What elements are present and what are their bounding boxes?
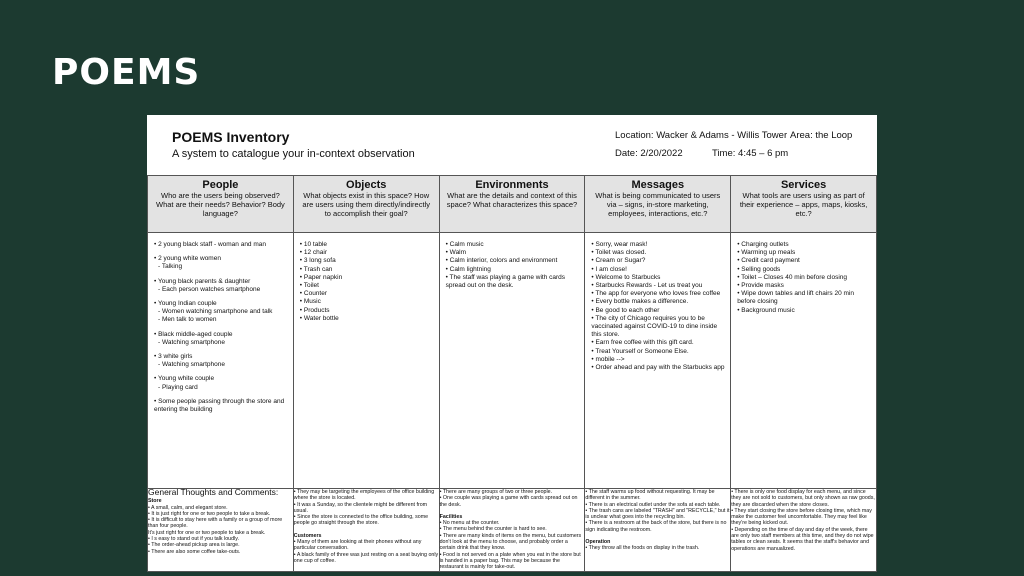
column-description: What are the details and context of this space? What characterizes this space?	[446, 191, 578, 209]
list-item: • Walm	[445, 249, 467, 257]
list-item: • No menu at the counter.	[439, 520, 500, 527]
list-item: • Be good to each other	[591, 306, 660, 314]
list-item: • It was a Sunday, so the clientele might be different from usual.	[293, 501, 428, 514]
comments-list	[294, 489, 439, 564]
comments-cell-4	[585, 489, 731, 572]
list-item: • Depending on the time of day and day of the week, there are only two staff members at this time, and they do not wipe tables or clean seats. It seems that the staff's behavior and operations are manualized.	[731, 526, 874, 552]
messages-list	[585, 233, 730, 372]
poems-document	[147, 115, 877, 571]
list-item: • The menu behind the counter is hard to see.	[439, 526, 547, 533]
list-item: • Order ahead and pay with the Starbucks app	[591, 364, 725, 372]
messages-cell	[585, 233, 731, 489]
list-item: • 2 young white women	[154, 255, 221, 263]
list-item: Customers	[293, 532, 322, 539]
list-item: Facilities	[439, 513, 463, 520]
list-item: • Sorry, wear mask!	[591, 241, 648, 248]
list-item: • Warming up meals	[737, 249, 796, 257]
list-item: • There are many kinds of items on the menu, but customers don't look at the menu to choose, and probably order a certain drink that they know.	[439, 532, 582, 552]
list-item: • There are also some coffee take-outs.	[148, 548, 241, 555]
list-item: • I s easy to stand out if you talk loudly.	[148, 536, 239, 543]
list-item: • Young Indian couple	[154, 300, 217, 308]
list-item: • Credit card payment	[737, 257, 800, 265]
poems-grid	[147, 175, 877, 571]
list-item: • The app for everyone who loves free coffee	[591, 290, 721, 298]
list-item: • Toilet – Closes 40 min before closing	[737, 273, 848, 281]
list-item: • There is only one food display for each menu, and since they are not sold to customers, but only shown as raw goods, they are discarded when the store closes.	[731, 489, 875, 508]
column-description: What is being communicated to users via – signs, in-store marketing, employees, interactions, etc.?	[595, 191, 721, 218]
list-item: • The staff warms up food without requesting. It may be different in the summer.	[585, 489, 715, 502]
column-header-people	[148, 176, 294, 233]
list-item: Store	[148, 498, 162, 505]
list-item: • 3 long sofa	[299, 257, 336, 265]
list-item: • Water bottle	[299, 314, 339, 322]
list-item: • 3 white girls	[154, 353, 193, 361]
list-item: • Products	[299, 306, 330, 314]
document-header	[147, 115, 877, 175]
comments-cell-5	[731, 489, 877, 572]
people-list	[148, 233, 293, 414]
list-item: • Calm lightning	[445, 265, 491, 273]
list-item: • One couple was playing a game with cards spread out on the desk.	[439, 495, 578, 508]
comments-list	[440, 489, 585, 571]
list-item: • A small, calm, and elegant store.	[148, 504, 228, 511]
list-item: - Men talk to women	[158, 316, 217, 324]
list-item: • Food is not served on a plate when you eat in the store but is handed in a paper bag. This may be because the restaurant is mainly for take-out.	[439, 551, 581, 571]
comments-cell-2	[293, 489, 439, 572]
list-item: • There is a restroom at the back of the store, but there is no sign indicating the restroom.	[585, 520, 727, 533]
services-list	[731, 233, 876, 315]
list-item: - Watching smartphone	[158, 338, 225, 346]
observation-row	[148, 233, 877, 489]
list-item: • Calm music	[445, 241, 484, 248]
list-item: - Talking	[158, 263, 183, 271]
list-item: - Each person watches smartphone	[158, 285, 261, 293]
list-item: - Women watching smartphone and talk	[158, 308, 273, 316]
list-item: • Paper napkin	[299, 273, 343, 281]
column-name: Messages	[631, 179, 685, 191]
list-item: • The trash cans are labeled "TRASH" and "RECYCLE," but it is unclear what goes into the recycling bin.	[585, 507, 730, 521]
column-header-objects	[293, 176, 439, 233]
list-item: • 10 table	[299, 241, 328, 248]
comments-cell-1	[148, 489, 294, 572]
list-item: • A black family of three was just resting on a seat buying only one cup of coffee.	[293, 551, 439, 564]
document-title: POEMS Inventory	[172, 129, 290, 145]
objects-list	[294, 233, 439, 323]
people-cell	[148, 233, 294, 489]
column-header-services	[731, 176, 877, 233]
environments-list	[440, 233, 585, 290]
list-item: • Background music	[737, 306, 795, 314]
services-cell	[731, 233, 877, 489]
list-item: • Starbucks Rewards - Let us treat you	[591, 282, 703, 290]
time-field: Time: 4:45 – 6 pm	[712, 148, 789, 159]
list-item: • They throw all the foods on display in the trash.	[585, 545, 700, 552]
slide-title: POEMS	[52, 52, 201, 93]
list-item: • mobile -->	[591, 355, 625, 363]
column-name: Objects	[346, 179, 387, 191]
list-item: • Cream or Sugar?	[591, 257, 646, 265]
column-name: Services	[780, 179, 827, 191]
list-item: • Many of them are looking at their phones without any particular conversation.	[293, 539, 422, 552]
list-item: • Toilet was closed.	[591, 249, 647, 257]
list-item: • There is an electrical outlet under the sofa at each table.	[585, 501, 721, 508]
list-item: • Treat Yourself or Someone Else.	[591, 347, 689, 355]
list-item: • Young black parents & daughter	[154, 277, 251, 285]
list-item: • Provide masks	[737, 282, 784, 290]
comments-list	[585, 489, 730, 552]
column-description: What tools are users using as part of their experience – apps, maps, kiosks, etc.?	[739, 191, 868, 218]
objects-cell	[293, 233, 439, 489]
list-item: • Selling goods	[737, 265, 781, 273]
list-item: • Charging outlets	[737, 241, 789, 248]
list-item: Operation	[585, 539, 611, 546]
list-item: • Music	[299, 298, 321, 306]
list-item: • Black middle-aged couple	[154, 330, 233, 338]
list-item: • They may be targeting the employees of the office building where the store is located.	[293, 489, 435, 502]
list-item: • I am close!	[591, 265, 627, 273]
date-field: Date: 2/20/2022	[615, 148, 683, 159]
list-item: • It is difficult to stay here with a family or a group of more than four people.	[148, 517, 283, 530]
comments-row	[148, 489, 877, 572]
environments-cell	[439, 233, 585, 489]
list-item: • Every bottle makes a difference.	[591, 298, 689, 306]
list-item: • Calm interior, colors and environment	[445, 257, 558, 265]
comments-list	[731, 489, 876, 552]
column-description: What objects exist in this space? How are users using them directly/indirectly to accomplish their goal?	[302, 191, 430, 218]
column-description: Who are the users being observed? What are their needs? Behavior? Body language?	[155, 191, 285, 218]
list-item: • It is just right for one or two people to take a break.	[148, 510, 271, 517]
list-item: - Watching smartphone	[158, 361, 225, 369]
comments-title: General Thoughts and Comments:	[148, 487, 279, 497]
list-item: • They start closing the store before closing time, which may make the customer feel uncomfortable. They may feel like they're being kicked out.	[731, 507, 872, 527]
column-name: People	[202, 179, 239, 191]
list-item: • Some people passing through the store and entering the building	[154, 397, 285, 414]
header-row	[148, 176, 877, 233]
list-item: • Wipe down tables and lift chairs 20 min before closing	[737, 290, 854, 306]
list-item: • There are many groups of two or three people.	[439, 489, 553, 495]
list-item: • Toilet	[299, 282, 319, 290]
list-item: • The city of Chicago requires you to be vaccinated against COVID-19 to dine inside this store.	[591, 314, 718, 339]
list-item: It's just right for one or two people to take a break.	[148, 529, 266, 536]
area-field: Area: the Loop	[790, 130, 853, 141]
document-subtitle: A system to catalogue your in-context observation	[172, 148, 415, 160]
list-item: • Counter	[299, 290, 328, 298]
list-item: • Since the store is connected to the office building, some people go straight through the store.	[293, 514, 429, 527]
list-item: • 2 young black staff - woman and man	[154, 241, 266, 248]
location-field: Location: Wacker & Adams - Willis Tower	[615, 130, 788, 141]
list-item: • Welcome to Starbucks	[591, 273, 661, 281]
list-item: - Playing card	[158, 383, 198, 391]
comments-list	[148, 498, 293, 555]
list-item: • Young white couple	[154, 375, 215, 383]
list-item: • Earn free coffee with this gift card.	[591, 339, 694, 347]
list-item: • The staff was playing a game with cards spread out on the desk.	[445, 273, 566, 290]
column-name: Environments	[475, 179, 549, 191]
list-item: • The order-ahead pickup area is large.	[148, 542, 240, 549]
column-header-messages	[585, 176, 731, 233]
column-header-environments	[439, 176, 585, 233]
list-item: • Trash can	[299, 265, 333, 273]
list-item: • 12 chair	[299, 249, 328, 257]
poems-table	[147, 175, 877, 572]
comments-cell-3	[439, 489, 585, 572]
